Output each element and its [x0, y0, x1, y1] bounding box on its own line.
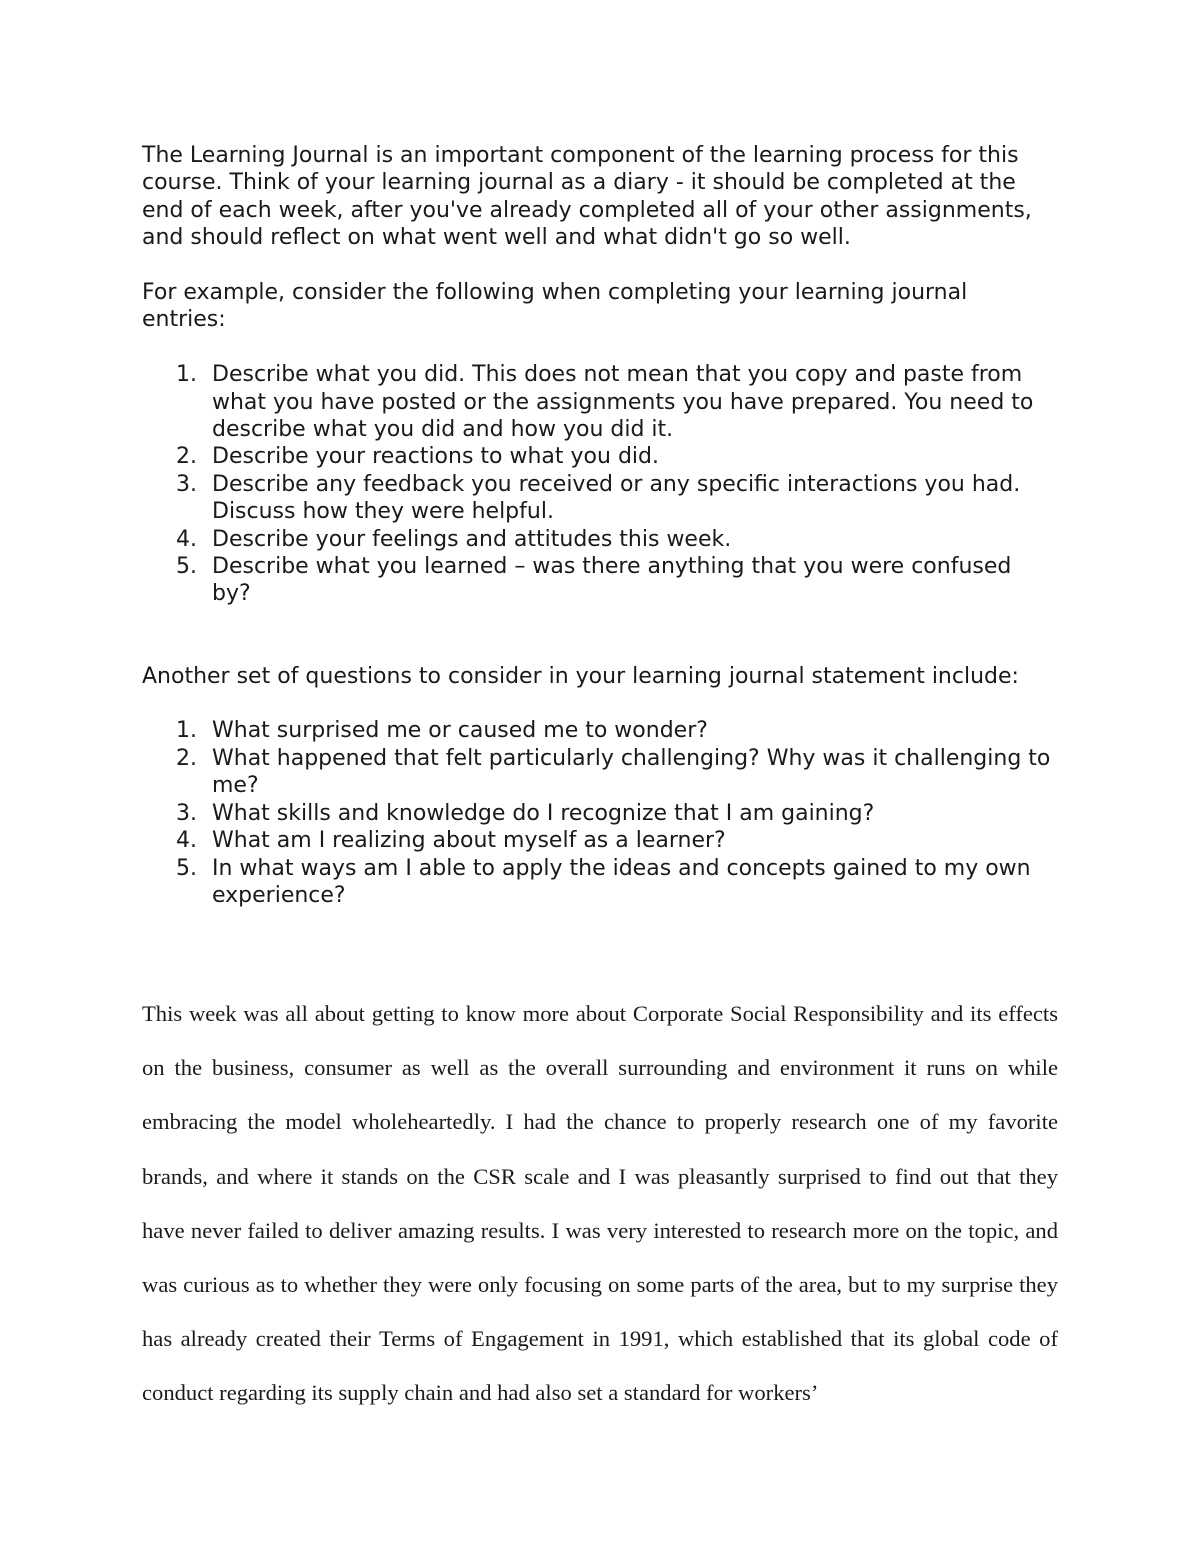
questions-list: [142, 717, 1052, 909]
intro-paragraph: The Learning Journal is an important component of the learning process for this course. Think of your learning journal as a diary - it should be completed at the end of each week, after you've already completed all of your other assignments, and should reflect on what went well and what didn't go so well.: [142, 143, 1032, 251]
list-item: [142, 471, 1052, 526]
list-number: 4.: [176, 526, 197, 552]
instructions-section: [142, 142, 1052, 909]
list-item-text: Describe your reactions to what you did.: [212, 444, 659, 470]
list-item: [142, 553, 1052, 608]
list-item: [142, 827, 1052, 854]
list-item: [142, 526, 1052, 553]
list-item-text: What skills and knowledge do I recognize that I am gaining?: [212, 800, 875, 826]
list-item-text: Describe your feelings and attitudes this week.: [212, 526, 732, 552]
list-item-text: Describe any feedback you received or any specific interactions you had. Discuss how they were helpful.: [212, 471, 1021, 525]
list-number: 1.: [176, 362, 197, 388]
example-lead-paragraph: For example, consider the following when completing your learning journal entries:: [142, 280, 968, 333]
list-number: 2.: [176, 745, 197, 771]
list-item-text: Describe what you did. This does not mean that you copy and paste from what you have posted or the assignments you have prepared. You need to describe what you did and how you did it.: [212, 362, 1034, 443]
list-item-text: What happened that felt particularly challenging? Why was it challenging to me?: [212, 745, 1051, 799]
list-item: [142, 717, 1052, 744]
list-number: 5.: [176, 554, 197, 580]
list-item: [142, 745, 1052, 800]
list-number: 5.: [176, 855, 197, 881]
list-item: [142, 855, 1052, 910]
list-number: 3.: [176, 471, 197, 497]
journal-response-paragraph: This week was all about getting to know more about Corporate Social Responsibility and its effects on the business, consumer as well as the overall surrounding and environment it runs on while embracing the model wholeheartedly. I had the chance to properly research one of my favorite brands, and where it stands on the CSR scale and I was pleasantly surprised to find out that they have never failed to deliver amazing results. I was very interested to research more on the topic, and was curious as to whether they were only focusing on some parts of the area, but to my surprise they has already created their Terms of Engagement in 1991, which established that its global code of conduct regarding its supply chain and had also set a standard for workers’: [142, 1001, 1058, 1406]
list-item-text: What surprised me or caused me to wonder?: [212, 718, 708, 744]
list-number: 3.: [176, 800, 197, 826]
list-item: [142, 800, 1052, 827]
list-item-text: What am I realizing about myself as a learner?: [212, 828, 726, 854]
journal-response-section: [142, 987, 1058, 1421]
list-item: [142, 443, 1052, 470]
list-number: 4.: [176, 828, 197, 854]
second-lead-paragraph: Another set of questions to consider in your learning journal statement include:: [142, 663, 1019, 689]
list-number: 1.: [176, 718, 197, 744]
list-item-text: Describe what you learned – was there anything that you were confused by?: [212, 554, 1012, 607]
list-item-text: In what ways am I able to apply the ideas and concepts gained to my own experience?: [212, 855, 1031, 908]
reflection-steps-list: [142, 361, 1052, 608]
list-number: 2.: [176, 444, 197, 470]
list-item: [142, 361, 1052, 443]
